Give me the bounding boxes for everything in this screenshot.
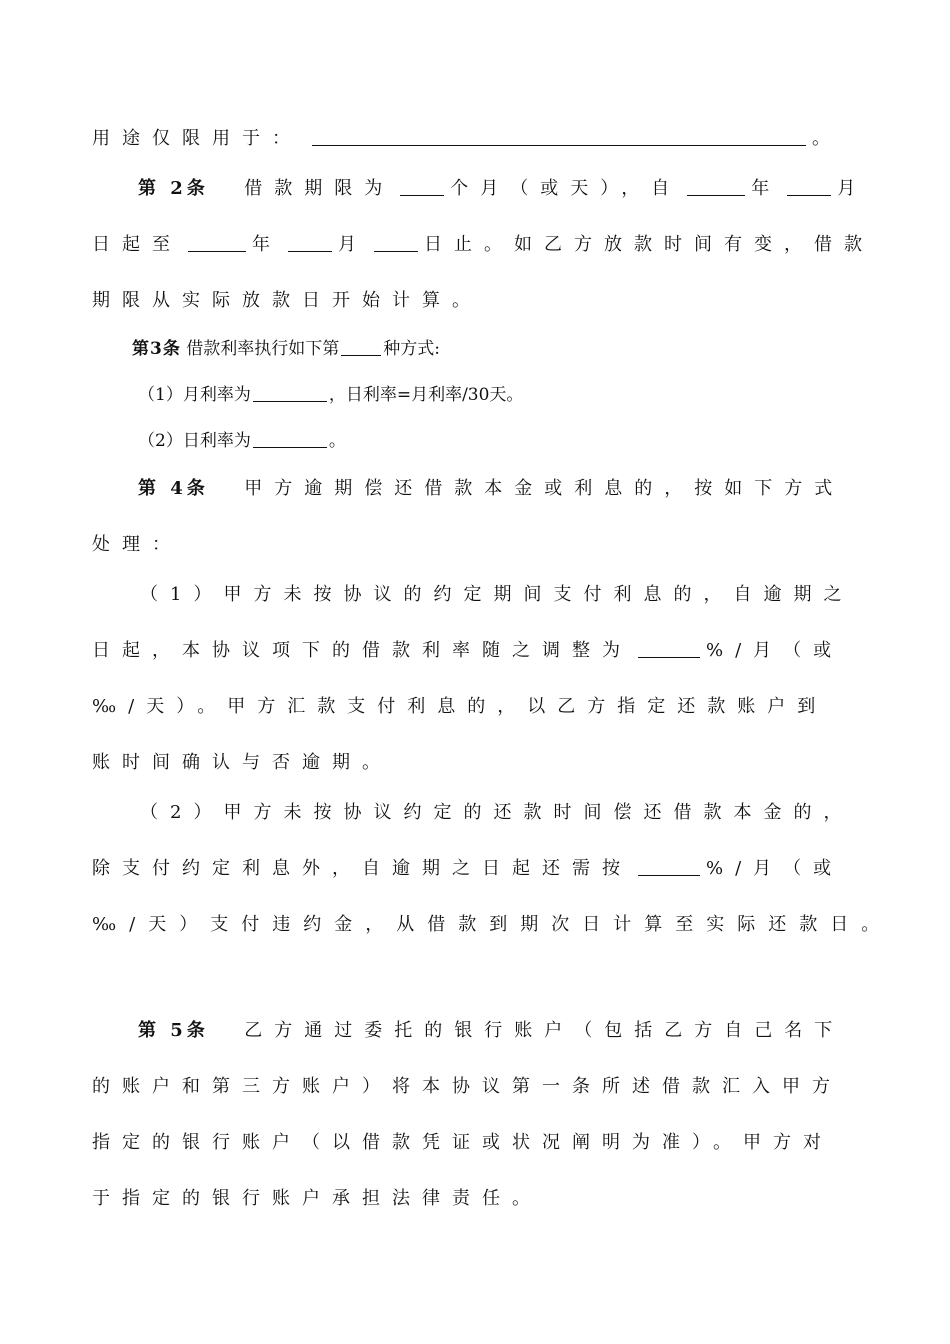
art4-text: ‰/天）支付违约金，从借款到期次日计算至实际还款日。 <box>92 914 893 935</box>
art3-line1 <box>132 334 440 364</box>
art5-line3 <box>92 1128 833 1158</box>
end-day-blank[interactable] <box>374 231 418 252</box>
art4-line1 <box>138 474 844 504</box>
art4-text: （1）甲方未按协议的约定期间支付利息的，自逾期之 <box>140 584 854 605</box>
art4-p1-line1 <box>140 580 853 610</box>
art5-line1 <box>138 1016 844 1046</box>
art2-line2 <box>92 230 874 260</box>
art4-text: 账时间确认与否逾期。 <box>92 752 392 773</box>
art2-text: 期限从实际放款日开始计算。 <box>92 290 482 311</box>
art4-line2 <box>92 530 182 560</box>
months-blank[interactable] <box>400 175 444 196</box>
art4-text: 日起，本协议项下的借款利率随之调整为 <box>92 640 632 661</box>
art2-text: 日止。如乙方放款时间有变，借款 <box>424 234 874 255</box>
art3-option2 <box>138 426 346 456</box>
art4-p1-line3 <box>92 692 827 722</box>
purpose-blank[interactable] <box>312 125 806 146</box>
art2-text: 日起至 <box>92 234 182 255</box>
monthly-rate-blank[interactable] <box>253 381 327 402</box>
art3-text: （1）月利率为 <box>138 385 251 405</box>
art5-text: 乙方通过委托的银行账户（包括乙方自己名下 <box>244 1020 845 1041</box>
art4-text: （2）甲方未按协议约定的还款时间偿还借款本金的， <box>140 802 854 823</box>
art4-text: 处理： <box>92 534 182 555</box>
penalty-rate-blank[interactable] <box>638 855 700 876</box>
art4-p1-line4 <box>92 748 392 778</box>
art2-text: 个月（或天），自 <box>450 178 682 199</box>
art2-text: 年 <box>751 178 782 199</box>
art2-text: 月 <box>338 234 368 255</box>
art2-text: 借款期限为 <box>244 178 395 199</box>
end-year-blank[interactable] <box>188 231 246 252</box>
art3-title: 第3条 <box>132 339 181 359</box>
art3-option1 <box>138 380 523 410</box>
method-blank[interactable] <box>341 335 381 356</box>
art2-text: 月 <box>837 178 868 199</box>
art5-text: 的账户和第三方账户）将本协议第一条所述借款汇入甲方 <box>92 1076 842 1097</box>
start-month-blank[interactable] <box>787 175 831 196</box>
art4-title: 第 4条 <box>138 478 209 499</box>
art3-text: ，日利率=月利率/30天。 <box>328 385 524 405</box>
purpose-line <box>92 124 842 154</box>
art2-text: 年 <box>252 234 282 255</box>
art5-text: 指定的银行账户（以借款凭证或状况阐明为准）。甲方对 <box>92 1132 833 1153</box>
art3-text: 借款利率执行如下第 <box>186 339 340 359</box>
art4-text: %/月（或 <box>706 640 844 661</box>
art4-text: %/月（或 <box>706 858 844 879</box>
art4-text: 除支付约定利息外，自逾期之日起还需按 <box>92 858 632 879</box>
art5-line4 <box>92 1184 542 1214</box>
art5-title: 第 5条 <box>138 1020 209 1041</box>
art2-title: 第 2条 <box>138 178 209 199</box>
purpose-label: 用途仅限用于： <box>92 128 302 149</box>
art4-text: ‰/天）。甲方汇款支付利息的，以乙方指定还款账户到 <box>92 696 828 717</box>
daily-rate-blank[interactable] <box>253 427 327 448</box>
art3-text: 。 <box>328 431 346 451</box>
art3-text: （2）日利率为 <box>138 431 251 451</box>
art4-p2-line3 <box>92 910 892 940</box>
art2-line3 <box>92 286 482 316</box>
art5-line2 <box>92 1072 842 1102</box>
art4-p2-line1 <box>140 798 853 828</box>
art4-text: 甲方逾期偿还借款本金或利息的，按如下方式 <box>244 478 845 499</box>
art2-line1 <box>138 174 867 204</box>
purpose-end: 。 <box>812 128 842 149</box>
end-month-blank[interactable] <box>288 231 332 252</box>
art4-p2-line2 <box>92 854 843 884</box>
start-year-blank[interactable] <box>687 175 745 196</box>
art3-text: 种方式: <box>383 339 440 359</box>
art4-p1-line2 <box>92 636 843 666</box>
overdue-interest-rate-blank[interactable] <box>638 637 700 658</box>
art5-text: 于指定的银行账户承担法律责任。 <box>92 1188 542 1209</box>
